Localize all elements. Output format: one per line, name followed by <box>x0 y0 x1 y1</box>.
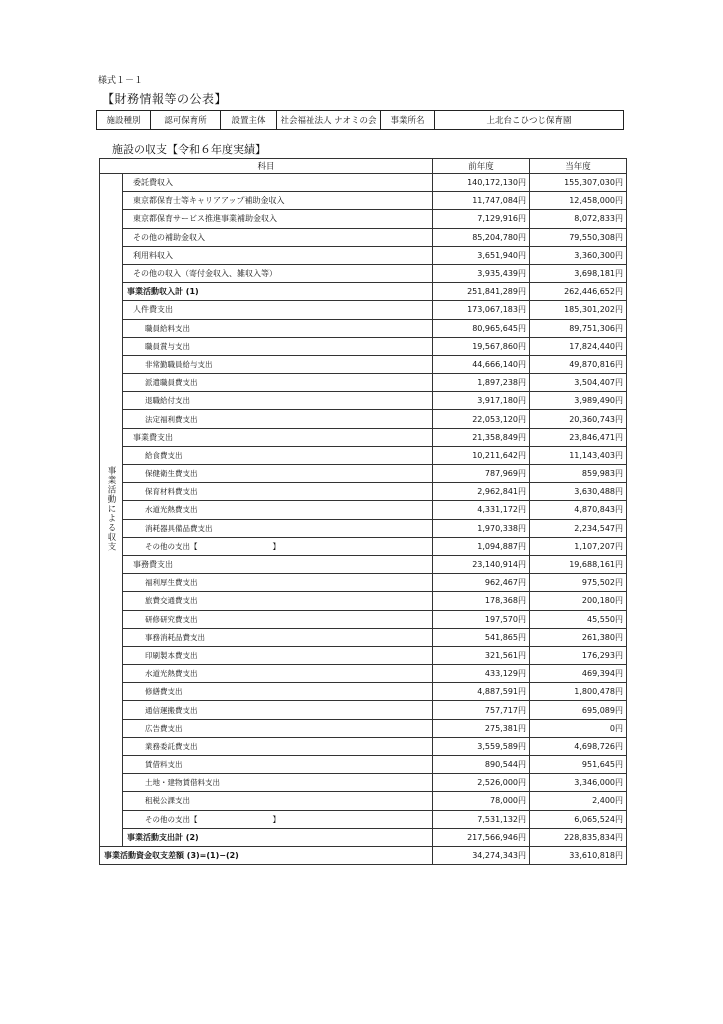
row-curr-value: 0円 <box>530 719 627 737</box>
row-prev-value: 2,962,841円 <box>433 483 530 501</box>
row-prev-value: 1,970,338円 <box>433 519 530 537</box>
row-prev-value: 275,381円 <box>433 719 530 737</box>
table-row <box>100 392 627 410</box>
row-prev-value: 962,467円 <box>433 574 530 592</box>
table-row <box>100 319 627 337</box>
row-label: 派遣職員費支出 <box>123 374 433 392</box>
row-prev-value: 3,651,940円 <box>433 246 530 264</box>
table-row <box>100 410 627 428</box>
row-curr-value: 2,400円 <box>530 792 627 810</box>
row-curr-value: 469,394円 <box>530 665 627 683</box>
row-curr-value: 1,800,478円 <box>530 683 627 701</box>
row-label: 事業費支出 <box>123 428 433 446</box>
table-row <box>100 301 627 319</box>
row-curr-value: 11,143,403円 <box>530 446 627 464</box>
row-label: 賃借料支出 <box>123 756 433 774</box>
table-row <box>100 446 627 464</box>
row-curr-value: 200,180円 <box>530 592 627 610</box>
row-label: 保育材料費支出 <box>123 483 433 501</box>
row-label: 水道光熱費支出 <box>123 665 433 683</box>
row-prev-value: 11,747,084円 <box>433 192 530 210</box>
table-row <box>100 628 627 646</box>
row-label: 通信運搬費支出 <box>123 701 433 719</box>
table-row <box>100 519 627 537</box>
row-curr-value: 45,550円 <box>530 610 627 628</box>
table-row <box>100 337 627 355</box>
row-label: 職員賞与支出 <box>123 337 433 355</box>
row-label: 保健衛生費支出 <box>123 465 433 483</box>
row-curr-value: 6,065,524円 <box>530 810 627 828</box>
row-curr-value: 3,346,000円 <box>530 774 627 792</box>
row-label: 土地・建物賃借料支出 <box>123 774 433 792</box>
table-row <box>100 610 627 628</box>
row-label: 事業活動支出計 (2) <box>123 828 433 846</box>
table-row <box>100 355 627 373</box>
table-row <box>100 719 627 737</box>
row-curr-value: 79,550,308円 <box>530 228 627 246</box>
row-prev-value: 541,865円 <box>433 628 530 646</box>
row-label: 事務消耗品費支出 <box>123 628 433 646</box>
row-label: 人件費支出 <box>123 301 433 319</box>
row-label: 東京都保育サービス推進事業補助金収入 <box>123 210 433 228</box>
column-header-item: 科目 <box>100 159 433 174</box>
row-label: 東京都保育士等キャリアアップ補助金収入 <box>123 192 433 210</box>
row-label: 水道光熱費支出 <box>123 501 433 519</box>
row-label: 非常勤職員給与支出 <box>123 355 433 373</box>
table-row <box>100 283 627 301</box>
table-row <box>100 810 627 828</box>
table-row <box>100 683 627 701</box>
row-prev-value: 10,211,642円 <box>433 446 530 464</box>
row-curr-value: 20,360,743円 <box>530 410 627 428</box>
row-label: 印刷製本費支出 <box>123 646 433 664</box>
row-prev-value: 3,935,439円 <box>433 264 530 282</box>
row-label: 退職給付支出 <box>123 392 433 410</box>
row-prev-value: 321,561円 <box>433 646 530 664</box>
side-category-text: 事業活動による収支 <box>106 466 116 552</box>
row-prev-value: 173,067,183円 <box>433 301 530 319</box>
row-curr-value: 3,630,488円 <box>530 483 627 501</box>
facility-type-value: 認可保育所 <box>151 111 221 129</box>
table-row <box>100 537 627 555</box>
table-row <box>100 174 627 192</box>
row-curr-value: 228,835,834円 <box>530 828 627 846</box>
row-prev-value: 85,204,780円 <box>433 228 530 246</box>
row-curr-value: 19,688,161円 <box>530 555 627 573</box>
row-prev-value: 890,544円 <box>433 756 530 774</box>
row-label: その他の支出【 】 <box>123 537 433 555</box>
row-curr-value: 261,380円 <box>530 628 627 646</box>
table-row <box>100 701 627 719</box>
row-label: その他の収入（寄付金収入、雑収入等） <box>123 264 433 282</box>
row-curr-value: 155,307,030円 <box>530 174 627 192</box>
row-curr-value: 49,870,816円 <box>530 355 627 373</box>
row-prev-value: 197,570円 <box>433 610 530 628</box>
office-value: 上北台こひつじ保育園 <box>486 116 572 126</box>
row-prev-value: 140,172,130円 <box>433 174 530 192</box>
row-label: 職員給料支出 <box>123 319 433 337</box>
table-row <box>100 828 627 846</box>
row-label: 広告費支出 <box>123 719 433 737</box>
row-label: 修繕費支出 <box>123 683 433 701</box>
row-curr-value: 262,446,652円 <box>530 283 627 301</box>
row-prev-value: 4,331,172円 <box>433 501 530 519</box>
row-curr-value: 1,107,207円 <box>530 537 627 555</box>
section-title: 施設の収支【令和６年度実績】 <box>112 143 266 156</box>
row-label: その他の補助金収入 <box>123 228 433 246</box>
row-curr-value: 12,458,000円 <box>530 192 627 210</box>
table-row <box>100 501 627 519</box>
table-row <box>100 592 627 610</box>
row-prev-value: 433,129円 <box>433 665 530 683</box>
row-prev-value: 217,566,946円 <box>433 828 530 846</box>
table-row <box>100 246 627 264</box>
table-row <box>100 465 627 483</box>
table-row <box>100 264 627 282</box>
table-body <box>100 174 627 865</box>
row-curr-value: 3,989,490円 <box>530 392 627 410</box>
row-curr-value: 23,846,471円 <box>530 428 627 446</box>
row-label: 事務費支出 <box>123 555 433 573</box>
table-row <box>100 774 627 792</box>
office-label: 事業所名 <box>381 111 435 129</box>
facility-info-row <box>96 110 624 130</box>
row-curr-value: 4,698,726円 <box>530 737 627 755</box>
table-row <box>100 428 627 446</box>
row-label: 事業活動収入計 (1) <box>123 283 433 301</box>
row-prev-value: 23,140,914円 <box>433 555 530 573</box>
row-curr-value: 4,870,843円 <box>530 501 627 519</box>
table-row <box>100 646 627 664</box>
row-label: 利用料収入 <box>123 246 433 264</box>
row-curr-value: 3,698,181円 <box>530 264 627 282</box>
table-row <box>100 483 627 501</box>
row-prev-value: 21,358,849円 <box>433 428 530 446</box>
row-prev-value: 22,053,120円 <box>433 410 530 428</box>
table-row <box>100 665 627 683</box>
row-label: 業務委託費支出 <box>123 737 433 755</box>
row-label: 給食費支出 <box>123 446 433 464</box>
row-prev-value: 3,559,589円 <box>433 737 530 755</box>
table-row <box>100 555 627 573</box>
row-label: 旅費交通費支出 <box>123 592 433 610</box>
table-row <box>100 846 627 864</box>
row-curr-value: 185,301,202円 <box>530 301 627 319</box>
row-curr-value: 17,824,440円 <box>530 337 627 355</box>
row-curr-value: 33,610,818円 <box>530 846 627 864</box>
row-prev-value: 787,969円 <box>433 465 530 483</box>
facility-type-label: 施設種別 <box>97 111 151 129</box>
row-prev-value: 7,531,132円 <box>433 810 530 828</box>
row-curr-value: 859,983円 <box>530 465 627 483</box>
row-prev-value: 4,887,591円 <box>433 683 530 701</box>
column-header-curr: 当年度 <box>530 159 627 174</box>
row-label: 租税公課支出 <box>123 792 433 810</box>
row-prev-value: 19,567,860円 <box>433 337 530 355</box>
row-curr-value: 176,293円 <box>530 646 627 664</box>
row-prev-value: 1,897,238円 <box>433 374 530 392</box>
row-prev-value: 78,000円 <box>433 792 530 810</box>
row-prev-value: 34,274,343円 <box>433 846 530 864</box>
table-row <box>100 192 627 210</box>
form-label: 様式１－１ <box>98 76 144 86</box>
table-row <box>100 374 627 392</box>
row-prev-value: 178,368円 <box>433 592 530 610</box>
side-category-label <box>100 174 123 847</box>
row-prev-value: 1,094,887円 <box>433 537 530 555</box>
row-prev-value: 757,717円 <box>433 701 530 719</box>
row-prev-value: 7,129,916円 <box>433 210 530 228</box>
table-row <box>100 574 627 592</box>
row-label: 法定福利費支出 <box>123 410 433 428</box>
row-label: 研修研究費支出 <box>123 610 433 628</box>
column-header-prev: 前年度 <box>433 159 530 174</box>
row-label: 福利厚生費支出 <box>123 574 433 592</box>
table-row <box>100 756 627 774</box>
table-row <box>100 210 627 228</box>
operator-label: 設置主体 <box>221 111 277 129</box>
row-label: その他の支出【 】 <box>123 810 433 828</box>
row-curr-value: 8,072,833円 <box>530 210 627 228</box>
row-prev-value: 3,917,180円 <box>433 392 530 410</box>
row-prev-value: 2,526,000円 <box>433 774 530 792</box>
row-curr-value: 2,234,547円 <box>530 519 627 537</box>
row-prev-value: 251,841,289円 <box>433 283 530 301</box>
table-row <box>100 737 627 755</box>
page-title: 【財務情報等の公表】 <box>102 92 228 106</box>
row-label: 消耗器具備品費支出 <box>123 519 433 537</box>
row-curr-value: 951,645円 <box>530 756 627 774</box>
table-header-row <box>100 159 627 174</box>
operator-value: 社会福祉法人 ナオミの会 <box>277 111 381 129</box>
row-prev-value: 80,965,645円 <box>433 319 530 337</box>
row-curr-value: 975,502円 <box>530 574 627 592</box>
row-prev-value: 44,666,140円 <box>433 355 530 373</box>
row-curr-value: 89,751,306円 <box>530 319 627 337</box>
row-curr-value: 3,504,407円 <box>530 374 627 392</box>
row-curr-value: 3,360,300円 <box>530 246 627 264</box>
row-label: 事業活動資金収支差額 (3)=(1)−(2) <box>100 846 433 864</box>
table-row <box>100 792 627 810</box>
financial-table <box>99 158 627 865</box>
row-label: 委託費収入 <box>123 174 433 192</box>
row-curr-value: 695,089円 <box>530 701 627 719</box>
table-row <box>100 228 627 246</box>
